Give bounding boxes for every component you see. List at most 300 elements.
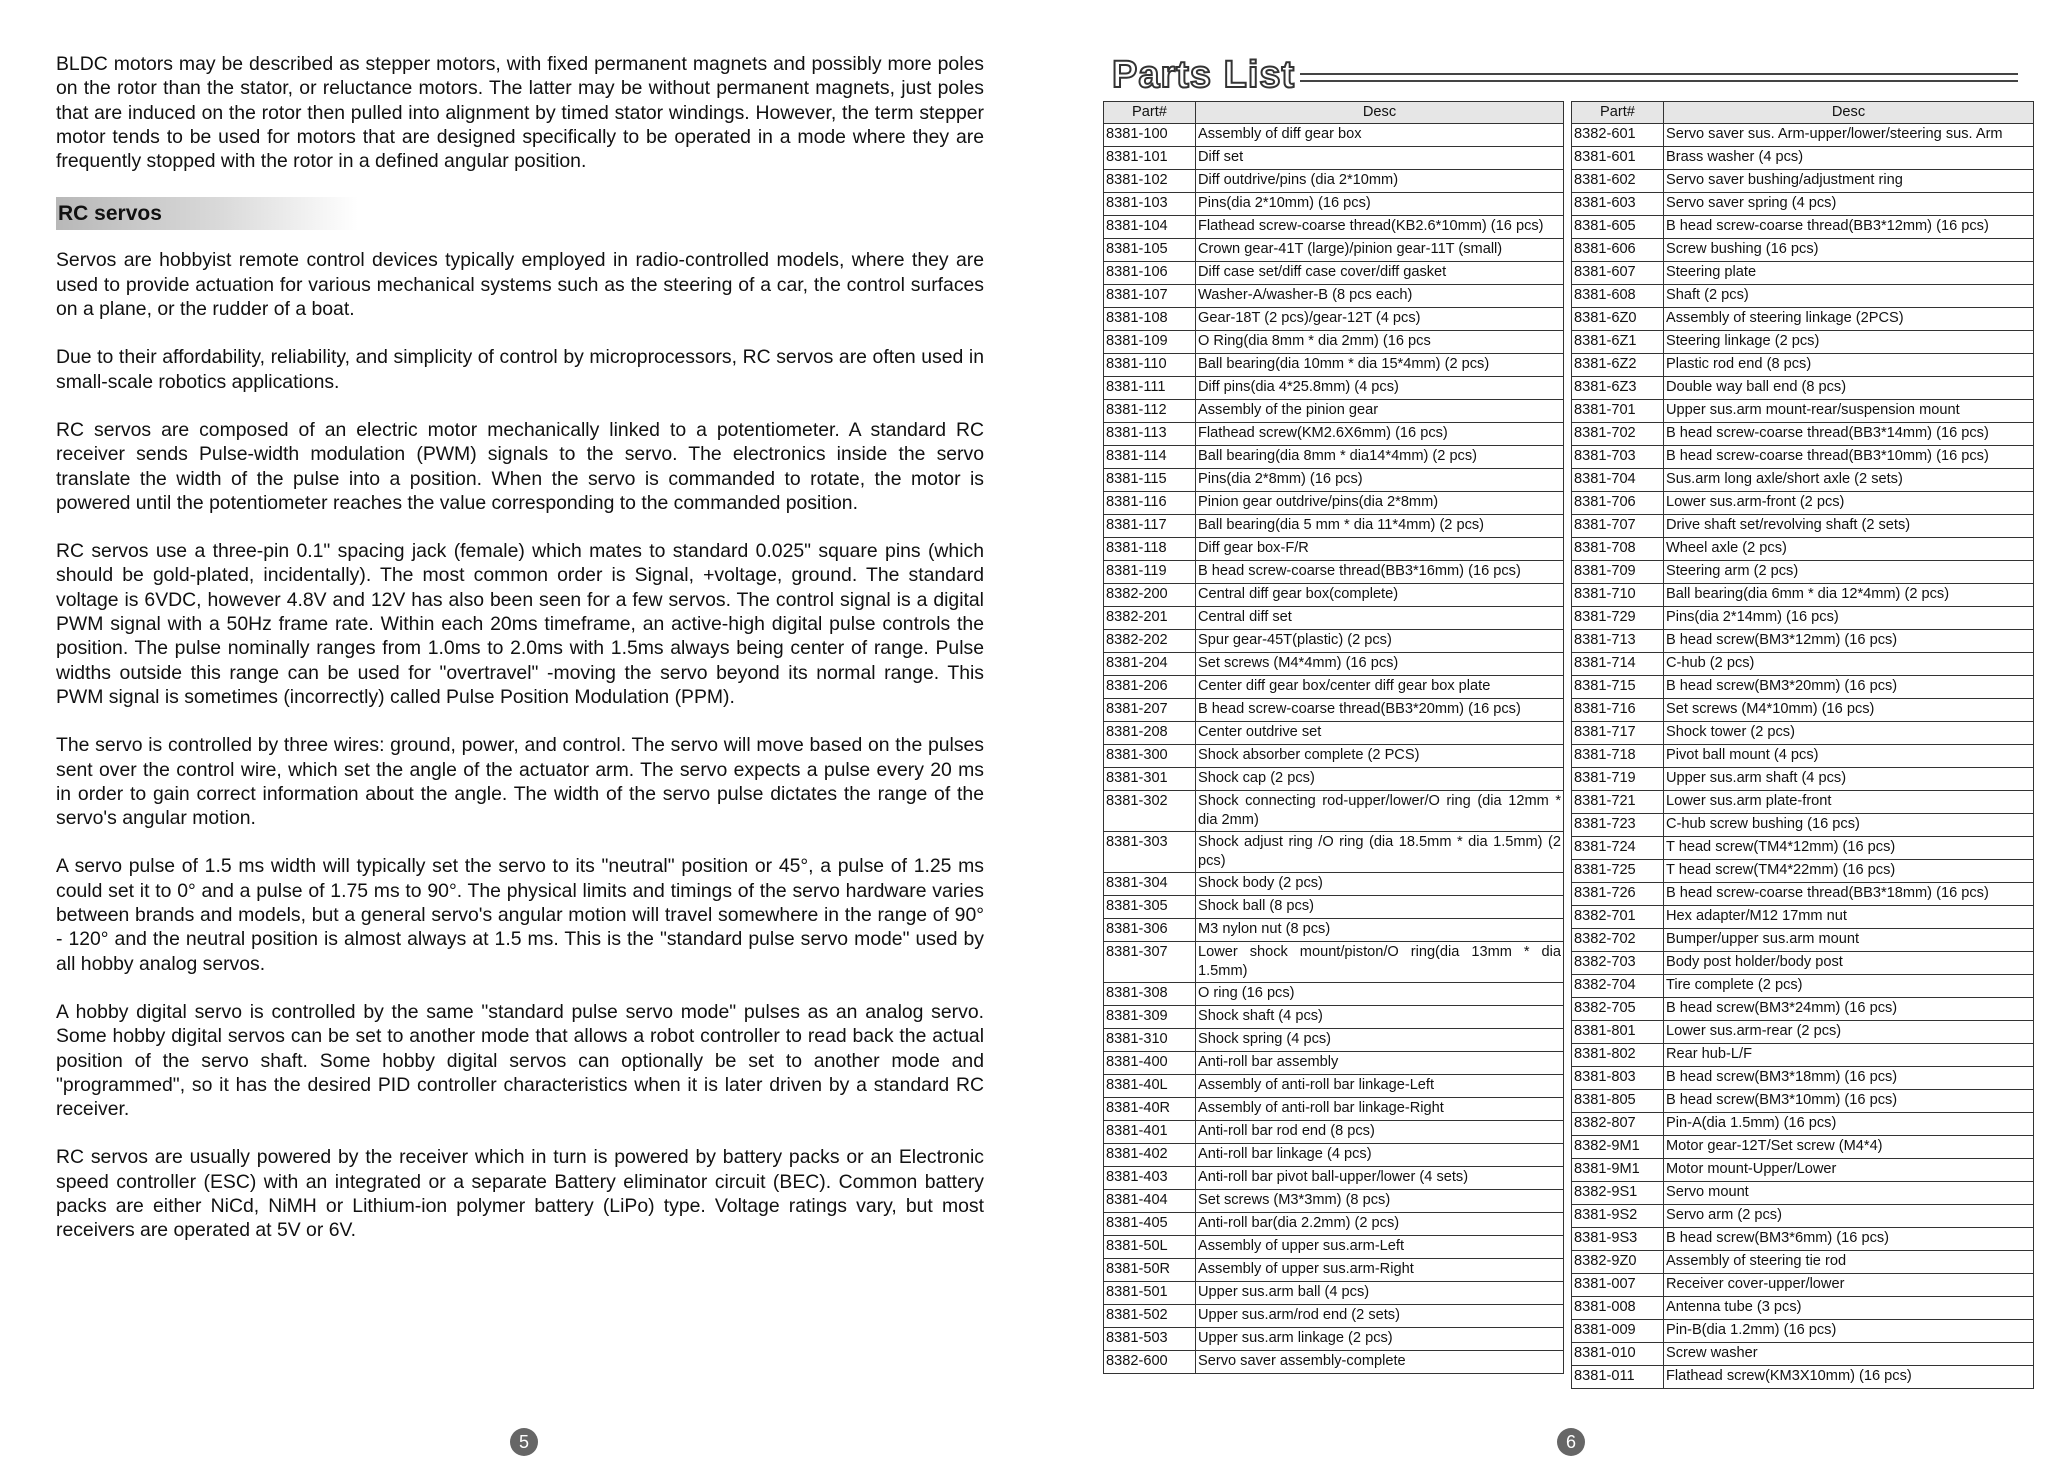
- part-number: 8381-107: [1104, 285, 1196, 308]
- part-description: Servo saver assembly-complete: [1196, 1351, 1564, 1374]
- table-row: [1104, 584, 1564, 607]
- part-description: Shock adjust ring /O ring (dia 18.5mm * dia 1.5mm) (2 pcs): [1196, 832, 1564, 873]
- table-row: [1104, 1328, 1564, 1351]
- part-number: 8381-113: [1104, 423, 1196, 446]
- title-rule: [1300, 73, 2018, 82]
- table-row: [1572, 814, 2034, 837]
- table-row: [1572, 768, 2034, 791]
- part-number: 8381-403: [1104, 1167, 1196, 1190]
- table-row: [1572, 354, 2034, 377]
- part-description: Anti-roll bar rod end (8 pcs): [1196, 1121, 1564, 1144]
- table-row: [1104, 331, 1564, 354]
- table-row: [1104, 791, 1564, 832]
- part-description: Assembly of the pinion gear: [1196, 400, 1564, 423]
- part-number: 8381-721: [1572, 791, 1664, 814]
- part-number: 8381-501: [1104, 1282, 1196, 1305]
- table-row: [1104, 216, 1564, 239]
- part-description: Pins(dia 2*8mm) (16 pcs): [1196, 469, 1564, 492]
- part-description: Receiver cover-upper/lower: [1664, 1274, 2034, 1297]
- part-number: 8381-723: [1572, 814, 1664, 837]
- part-number: 8382-601: [1572, 124, 1664, 147]
- part-number: 8382-200: [1104, 584, 1196, 607]
- part-description: Shaft (2 pcs): [1664, 285, 2034, 308]
- part-number: 8382-9Z0: [1572, 1251, 1664, 1274]
- part-number: 8381-9S2: [1572, 1205, 1664, 1228]
- table-row: [1572, 676, 2034, 699]
- part-description: Rear hub-L/F: [1664, 1044, 2034, 1067]
- part-number: 8381-304: [1104, 873, 1196, 896]
- part-number: 8381-702: [1572, 423, 1664, 446]
- part-number: 8381-206: [1104, 676, 1196, 699]
- part-number: 8381-717: [1572, 722, 1664, 745]
- table-row: [1572, 653, 2034, 676]
- table-row: [1572, 1021, 2034, 1044]
- table-row: [1104, 1052, 1564, 1075]
- part-description: Set screws (M4*4mm) (16 pcs): [1196, 653, 1564, 676]
- part-description: Diff case set/diff case cover/diff gasket: [1196, 262, 1564, 285]
- part-number: 8381-715: [1572, 676, 1664, 699]
- table-row: [1572, 308, 2034, 331]
- part-description: Lower shock mount/piston/O ring(dia 13mm * dia 1.5mm): [1196, 942, 1564, 983]
- part-description: T head screw(TM4*12mm) (16 pcs): [1664, 837, 2034, 860]
- part-number: 8381-118: [1104, 538, 1196, 561]
- part-number: 8381-706: [1572, 492, 1664, 515]
- table-row: [1104, 1121, 1564, 1144]
- part-description: Flathead screw-coarse thread(KB2.6*10mm) (16 pcs): [1196, 216, 1564, 239]
- part-description: Drive shaft set/revolving shaft (2 sets): [1664, 515, 2034, 538]
- table-row: [1104, 699, 1564, 722]
- part-number: 8381-400: [1104, 1052, 1196, 1075]
- part-number: 8381-104: [1104, 216, 1196, 239]
- paragraph: The servo is controlled by three wires: ground, power, and control. The servo will move based on the pulses sent over the control wire, which set the angle of the actuator arm. The servo expects a pulse every 20 ms in order to gain correct information about the angle. The width of the servo pulse dictates the range of the servo's angular motion.: [56, 734, 984, 830]
- part-number: 8381-701: [1572, 400, 1664, 423]
- table-row: [1104, 1236, 1564, 1259]
- part-description: Servo saver bushing/adjustment ring: [1664, 170, 2034, 193]
- table-row: [1572, 1320, 2034, 1343]
- table-row: [1104, 492, 1564, 515]
- table-row: [1572, 837, 2034, 860]
- part-description: Pin-A(dia 1.5mm) (16 pcs): [1664, 1113, 2034, 1136]
- part-description: O ring (16 pcs): [1196, 983, 1564, 1006]
- part-description: Lower sus.arm plate-front: [1664, 791, 2034, 814]
- part-description: Steering plate: [1664, 262, 2034, 285]
- part-number: 8381-103: [1104, 193, 1196, 216]
- part-description: Antenna tube (3 pcs): [1664, 1297, 2034, 1320]
- table-row: [1104, 561, 1564, 584]
- table-row: [1104, 147, 1564, 170]
- table-row: [1572, 1228, 2034, 1251]
- table-row: [1104, 653, 1564, 676]
- part-description: Diff set: [1196, 147, 1564, 170]
- table-row: [1572, 975, 2034, 998]
- part-description: T head screw(TM4*22mm) (16 pcs): [1664, 860, 2034, 883]
- part-number: 8381-105: [1104, 239, 1196, 262]
- part-number: 8381-709: [1572, 561, 1664, 584]
- part-number: 8381-009: [1572, 1320, 1664, 1343]
- part-description: Servo saver sus. Arm-upper/lower/steering sus. Arm: [1664, 124, 2034, 147]
- part-description: Set screws (M3*3mm) (8 pcs): [1196, 1190, 1564, 1213]
- part-number: 8381-011: [1572, 1366, 1664, 1389]
- table-row: [1572, 860, 2034, 883]
- table-row: [1104, 1259, 1564, 1282]
- part-number: 8381-309: [1104, 1006, 1196, 1029]
- part-description: Diff gear box-F/R: [1196, 538, 1564, 561]
- part-number: 8381-404: [1104, 1190, 1196, 1213]
- part-number: 8382-702: [1572, 929, 1664, 952]
- table-row: [1572, 1159, 2034, 1182]
- part-number: 8382-9M1: [1572, 1136, 1664, 1159]
- table-row: [1572, 883, 2034, 906]
- part-number: 8381-608: [1572, 285, 1664, 308]
- table-row: [1572, 998, 2034, 1021]
- part-description: Flathead screw(KM2.6X6mm) (16 pcs): [1196, 423, 1564, 446]
- part-number: 8381-714: [1572, 653, 1664, 676]
- table-row: [1104, 1167, 1564, 1190]
- part-number: 8381-803: [1572, 1067, 1664, 1090]
- part-number: 8381-50R: [1104, 1259, 1196, 1282]
- part-number: 8382-705: [1572, 998, 1664, 1021]
- part-number: 8381-401: [1104, 1121, 1196, 1144]
- part-description: Ball bearing(dia 8mm * dia14*4mm) (2 pcs): [1196, 446, 1564, 469]
- table-row: [1104, 1144, 1564, 1167]
- table-row: [1104, 896, 1564, 919]
- part-description: B head screw-coarse thread(BB3*16mm) (16 pcs): [1196, 561, 1564, 584]
- table-row: [1104, 1006, 1564, 1029]
- part-description: C-hub screw bushing (16 pcs): [1664, 814, 2034, 837]
- part-description: Crown gear-41T (large)/pinion gear-11T (small): [1196, 239, 1564, 262]
- part-number: 8381-305: [1104, 896, 1196, 919]
- table-row: [1104, 515, 1564, 538]
- table-row: [1104, 469, 1564, 492]
- table-row: [1572, 216, 2034, 239]
- table-row: [1104, 262, 1564, 285]
- part-description: Bumper/upper sus.arm mount: [1664, 929, 2034, 952]
- parts-list-header: [1112, 52, 2018, 98]
- paragraph: A hobby digital servo is controlled by the same "standard pulse servo mode" pulses as an analog servo. Some hobby digital servos can be set to another mode that allows a robot controller to read back the actual position of the servo shaft. Some hobby digital servos can optionally be set to another mode and "programmed", so it has the desired PID controller characteristics when it is later driven by a standard RC receiver.: [56, 1000, 984, 1121]
- table-row: [1572, 1251, 2034, 1274]
- table-row: [1104, 983, 1564, 1006]
- part-description: Hex adapter/M12 17mm nut: [1664, 906, 2034, 929]
- part-number: 8381-601: [1572, 147, 1664, 170]
- table-row: [1104, 768, 1564, 791]
- part-description: B head screw(BM3*18mm) (16 pcs): [1664, 1067, 2034, 1090]
- part-description: B head screw-coarse thread(BB3*20mm) (16 pcs): [1196, 699, 1564, 722]
- paragraph: Due to their affordability, reliability, and simplicity of control by microprocessors, RC servos are often used in small-scale robotics applications.: [56, 346, 984, 393]
- paragraphs: [56, 248, 984, 1242]
- part-description: Set screws (M4*10mm) (16 pcs): [1664, 699, 2034, 722]
- part-description: B head screw-coarse thread(BB3*10mm) (16 pcs): [1664, 446, 2034, 469]
- part-description: Wheel axle (2 pcs): [1664, 538, 2034, 561]
- table-row: [1104, 1029, 1564, 1052]
- table-row: [1104, 400, 1564, 423]
- page-number-left: 5: [510, 1428, 538, 1456]
- table-row: [1572, 124, 2034, 147]
- part-number: 8381-805: [1572, 1090, 1664, 1113]
- part-number: 8381-119: [1104, 561, 1196, 584]
- part-description: Center outdrive set: [1196, 722, 1564, 745]
- table-row: [1104, 193, 1564, 216]
- part-description: C-hub (2 pcs): [1664, 653, 2034, 676]
- table-row: [1572, 1067, 2034, 1090]
- part-number: 8381-9M1: [1572, 1159, 1664, 1182]
- part-number: 8381-307: [1104, 942, 1196, 983]
- paragraph: RC servos are composed of an electric motor mechanically linked to a potentiometer. A standard RC receiver sends Pulse-width modulation (PWM) signals to the servo. The electronics inside the servo translate the width of the pulse into a position. When the servo is commanded to rotate, the motor is powered until the potentiometer reaches the value corresponding to the commanded position.: [56, 418, 984, 514]
- part-description: Pivot ball mount (4 pcs): [1664, 745, 2034, 768]
- part-description: Central diff gear box(complete): [1196, 584, 1564, 607]
- part-description: Anti-roll bar(dia 2.2mm) (2 pcs): [1196, 1213, 1564, 1236]
- part-description: Pinion gear outdrive/pins(dia 2*8mm): [1196, 492, 1564, 515]
- part-description: Shock ball (8 pcs): [1196, 896, 1564, 919]
- table-row: [1572, 561, 2034, 584]
- part-number: 8381-310: [1104, 1029, 1196, 1052]
- part-description: Ball bearing(dia 5 mm * dia 11*4mm) (2 pcs): [1196, 515, 1564, 538]
- part-description: Upper sus.arm mount-rear/suspension mount: [1664, 400, 2034, 423]
- part-description: Anti-roll bar pivot ball-upper/lower (4 sets): [1196, 1167, 1564, 1190]
- part-description: B head screw(BM3*12mm) (16 pcs): [1664, 630, 2034, 653]
- table-row: [1572, 1182, 2034, 1205]
- table-row: [1572, 170, 2034, 193]
- table-row: [1572, 630, 2034, 653]
- part-number: 8382-600: [1104, 1351, 1196, 1374]
- column-header-part: Part#: [1104, 102, 1196, 124]
- part-description: Upper sus.arm linkage (2 pcs): [1196, 1328, 1564, 1351]
- part-description: Pins(dia 2*10mm) (16 pcs): [1196, 193, 1564, 216]
- part-number: 8381-100: [1104, 124, 1196, 147]
- table-row: [1572, 492, 2034, 515]
- table-row: [1572, 745, 2034, 768]
- part-description: Lower sus.arm-front (2 pcs): [1664, 492, 2034, 515]
- part-description: O Ring(dia 8mm * dia 2mm) (16 pcs: [1196, 331, 1564, 354]
- table-row: [1572, 147, 2034, 170]
- part-number: 8381-208: [1104, 722, 1196, 745]
- part-description: Anti-roll bar linkage (4 pcs): [1196, 1144, 1564, 1167]
- part-description: Tire complete (2 pcs): [1664, 975, 2034, 998]
- part-number: 8381-710: [1572, 584, 1664, 607]
- table-row: [1104, 170, 1564, 193]
- table-row: [1572, 377, 2034, 400]
- part-description: Screw washer: [1664, 1343, 2034, 1366]
- part-number: 8381-9S3: [1572, 1228, 1664, 1251]
- part-number: 8381-607: [1572, 262, 1664, 285]
- part-number: 8382-202: [1104, 630, 1196, 653]
- table-row: [1572, 1205, 2034, 1228]
- table-row: [1104, 538, 1564, 561]
- part-description: Ball bearing(dia 10mm * dia 15*4mm) (2 pcs): [1196, 354, 1564, 377]
- table-row: [1104, 124, 1564, 147]
- table-row: [1104, 377, 1564, 400]
- part-description: Servo mount: [1664, 1182, 2034, 1205]
- table-row: [1104, 607, 1564, 630]
- part-description: Assembly of anti-roll bar linkage-Left: [1196, 1075, 1564, 1098]
- part-number: 8381-602: [1572, 170, 1664, 193]
- table-row: [1104, 676, 1564, 699]
- part-number: 8381-108: [1104, 308, 1196, 331]
- table-row: [1104, 446, 1564, 469]
- table-row: [1572, 1090, 2034, 1113]
- table-row: [1572, 239, 2034, 262]
- part-number: 8381-729: [1572, 607, 1664, 630]
- part-description: Body post holder/body post: [1664, 952, 2034, 975]
- part-description: B head screw(BM3*20mm) (16 pcs): [1664, 676, 2034, 699]
- part-description: B head screw(BM3*6mm) (16 pcs): [1664, 1228, 2034, 1251]
- table-row: [1572, 1136, 2034, 1159]
- table-row: [1104, 1305, 1564, 1328]
- part-description: Washer-A/washer-B (8 pcs each): [1196, 285, 1564, 308]
- table-row: [1104, 630, 1564, 653]
- table-row: [1104, 745, 1564, 768]
- part-number: 8381-40R: [1104, 1098, 1196, 1121]
- part-number: 8381-300: [1104, 745, 1196, 768]
- part-number: 8381-726: [1572, 883, 1664, 906]
- table-row: [1572, 193, 2034, 216]
- part-number: 8381-713: [1572, 630, 1664, 653]
- table-row: [1572, 952, 2034, 975]
- page-title: Parts List: [1112, 54, 1296, 96]
- table-row: [1104, 1213, 1564, 1236]
- paragraph: RC servos are usually powered by the receiver which in turn is powered by battery packs or an Electronic speed controller (ESC) with an integrated or a separate Battery eliminator circuit (BEC). Common battery packs are either NiCd, NiMH or Lithium-ion polymer battery (LiPo) type. Voltage ratings vary, but most receivers are operated at 5V or 6V.: [56, 1146, 984, 1242]
- part-description: Shock spring (4 pcs): [1196, 1029, 1564, 1052]
- part-number: 8381-116: [1104, 492, 1196, 515]
- part-number: 8381-724: [1572, 837, 1664, 860]
- table-row: [1104, 1098, 1564, 1121]
- part-number: 8381-109: [1104, 331, 1196, 354]
- part-description: Upper sus.arm shaft (4 pcs): [1664, 768, 2034, 791]
- part-number: 8381-106: [1104, 262, 1196, 285]
- table-row: [1572, 791, 2034, 814]
- part-description: Anti-roll bar assembly: [1196, 1052, 1564, 1075]
- part-number: 8381-302: [1104, 791, 1196, 832]
- part-number: 8381-110: [1104, 354, 1196, 377]
- table-row: [1104, 423, 1564, 446]
- table-row: [1572, 1274, 2034, 1297]
- page-number-right: 6: [1557, 1428, 1585, 1456]
- part-description: Shock cap (2 pcs): [1196, 768, 1564, 791]
- table-row: [1104, 1075, 1564, 1098]
- part-number: 8381-308: [1104, 983, 1196, 1006]
- part-number: 8381-707: [1572, 515, 1664, 538]
- left-page: [56, 52, 984, 1267]
- part-number: 8382-9S1: [1572, 1182, 1664, 1205]
- part-description: Shock tower (2 pcs): [1664, 722, 2034, 745]
- part-number: 8381-111: [1104, 377, 1196, 400]
- paragraph: BLDC motors may be described as stepper motors, with fixed permanent magnets and possibly more poles on the rotor than the stator, or reluctance motors. The latter may be without permanent magnets, just poles that are induced on the rotor then pulled into alignment by timed stator windings. However, the term stepper motor tends to be used for motors that are designed specifically to be operated in a mode where they are frequently stopped with the rotor in a defined angular position.: [56, 53, 984, 173]
- part-description: Diff outdrive/pins (dia 2*10mm): [1196, 170, 1564, 193]
- part-description: Steering linkage (2 pcs): [1664, 331, 2034, 354]
- table-row: [1572, 400, 2034, 423]
- table-row: [1572, 446, 2034, 469]
- part-number: 8381-301: [1104, 768, 1196, 791]
- table-row: [1572, 423, 2034, 446]
- part-number: 8381-117: [1104, 515, 1196, 538]
- part-number: 8381-708: [1572, 538, 1664, 561]
- column-header-part: Part#: [1572, 102, 1664, 124]
- table-row: [1104, 285, 1564, 308]
- part-description: Center diff gear box/center diff gear box plate: [1196, 676, 1564, 699]
- part-number: 8381-50L: [1104, 1236, 1196, 1259]
- part-description: B head screw-coarse thread(BB3*18mm) (16 pcs): [1664, 883, 2034, 906]
- part-number: 8381-603: [1572, 193, 1664, 216]
- table-row: [1104, 1351, 1564, 1374]
- table-row: [1104, 1190, 1564, 1213]
- part-number: 8381-605: [1572, 216, 1664, 239]
- part-number: 8381-303: [1104, 832, 1196, 873]
- table-row: [1572, 1297, 2034, 1320]
- table-row: [1572, 584, 2034, 607]
- table-row: [1572, 262, 2034, 285]
- part-description: Motor mount-Upper/Lower: [1664, 1159, 2034, 1182]
- part-description: Assembly of upper sus.arm-Left: [1196, 1236, 1564, 1259]
- table-row: [1104, 308, 1564, 331]
- part-number: 8381-010: [1572, 1343, 1664, 1366]
- table-row: [1104, 832, 1564, 873]
- part-number: 8381-716: [1572, 699, 1664, 722]
- part-number: 8381-102: [1104, 170, 1196, 193]
- table-row: [1104, 873, 1564, 896]
- part-description: Assembly of anti-roll bar linkage-Right: [1196, 1098, 1564, 1121]
- part-description: Assembly of diff gear box: [1196, 124, 1564, 147]
- part-number: 8381-502: [1104, 1305, 1196, 1328]
- part-number: 8381-207: [1104, 699, 1196, 722]
- part-description: Pins(dia 2*14mm) (16 pcs): [1664, 607, 2034, 630]
- part-description: M3 nylon nut (8 pcs): [1196, 919, 1564, 942]
- part-number: 8381-6Z0: [1572, 308, 1664, 331]
- part-number: 8381-101: [1104, 147, 1196, 170]
- part-number: 8381-40L: [1104, 1075, 1196, 1098]
- table-row: [1572, 722, 2034, 745]
- table-row: [1572, 607, 2034, 630]
- part-description: Spur gear-45T(plastic) (2 pcs): [1196, 630, 1564, 653]
- column-header-desc: Desc: [1664, 102, 2034, 124]
- table-row: [1572, 515, 2034, 538]
- part-description: Central diff set: [1196, 607, 1564, 630]
- part-number: 8381-008: [1572, 1297, 1664, 1320]
- part-number: 8382-807: [1572, 1113, 1664, 1136]
- part-number: 8381-703: [1572, 446, 1664, 469]
- paragraph: RC servos use a three-pin 0.1" spacing jack (female) which mates to standard 0.025" square pins (which should be gold-plated, incidentally). The most common order is Signal, +voltage, ground. The standard voltage is 6VDC, however 4.8V and 12V has also been seen for a few servos. The control signal is a digital PWM signal with a 50Hz frame rate. Within each 20ms timeframe, an active-high digital pulse controls the position. The pulse nominally ranges from 1.0ms to 2.0ms with 1.5ms always being center of range. Pulse widths outside this range can be used for "overtravel" -moving the servo beyond its normal range. This PWM signal is sometimes (incorrectly) called Pulse Position Modulation (PPM).: [56, 540, 984, 708]
- part-description: Shock body (2 pcs): [1196, 873, 1564, 896]
- parts-table-1: [1103, 101, 1564, 1374]
- part-number: 8381-115: [1104, 469, 1196, 492]
- part-description: Diff pins(dia 4*25.8mm) (4 pcs): [1196, 377, 1564, 400]
- part-number: 8381-6Z2: [1572, 354, 1664, 377]
- part-description: Upper sus.arm ball (4 pcs): [1196, 1282, 1564, 1305]
- part-number: 8381-718: [1572, 745, 1664, 768]
- table-row: [1104, 919, 1564, 942]
- part-number: 8382-201: [1104, 607, 1196, 630]
- part-description: B head screw-coarse thread(BB3*12mm) (16 pcs): [1664, 216, 2034, 239]
- part-number: 8381-719: [1572, 768, 1664, 791]
- part-description: B head screw-coarse thread(BB3*14mm) (16 pcs): [1664, 423, 2034, 446]
- part-description: Servo saver spring (4 pcs): [1664, 193, 2034, 216]
- part-number: 8381-204: [1104, 653, 1196, 676]
- part-number: 8381-725: [1572, 860, 1664, 883]
- table-row: [1572, 285, 2034, 308]
- table-row: [1104, 1282, 1564, 1305]
- part-number: 8381-112: [1104, 400, 1196, 423]
- part-number: 8381-704: [1572, 469, 1664, 492]
- table-row: [1104, 354, 1564, 377]
- part-description: Shock shaft (4 pcs): [1196, 1006, 1564, 1029]
- table-row: [1572, 538, 2034, 561]
- part-description: Brass washer (4 pcs): [1664, 147, 2034, 170]
- paragraphs-top: [56, 52, 984, 173]
- part-description: B head screw(BM3*10mm) (16 pcs): [1664, 1090, 2034, 1113]
- part-number: 8381-606: [1572, 239, 1664, 262]
- part-description: Pin-B(dia 1.2mm) (16 pcs): [1664, 1320, 2034, 1343]
- parts-table-2: [1571, 101, 2034, 1389]
- column-header-desc: Desc: [1196, 102, 1564, 124]
- paragraph: A servo pulse of 1.5 ms width will typically set the servo to its "neutral" position or 45°, a pulse of 1.25 ms could set it to 0° and a pulse of 1.75 ms to 90°. The physical limits and timings of the servo hardware varies between brands and models, but a general servo's angular motion will travel somewhere in the range of 90° - 120° and the neutral position is almost always at 1.5 ms. This is the "standard pulse servo mode" used by all hobby analog servos.: [56, 855, 984, 975]
